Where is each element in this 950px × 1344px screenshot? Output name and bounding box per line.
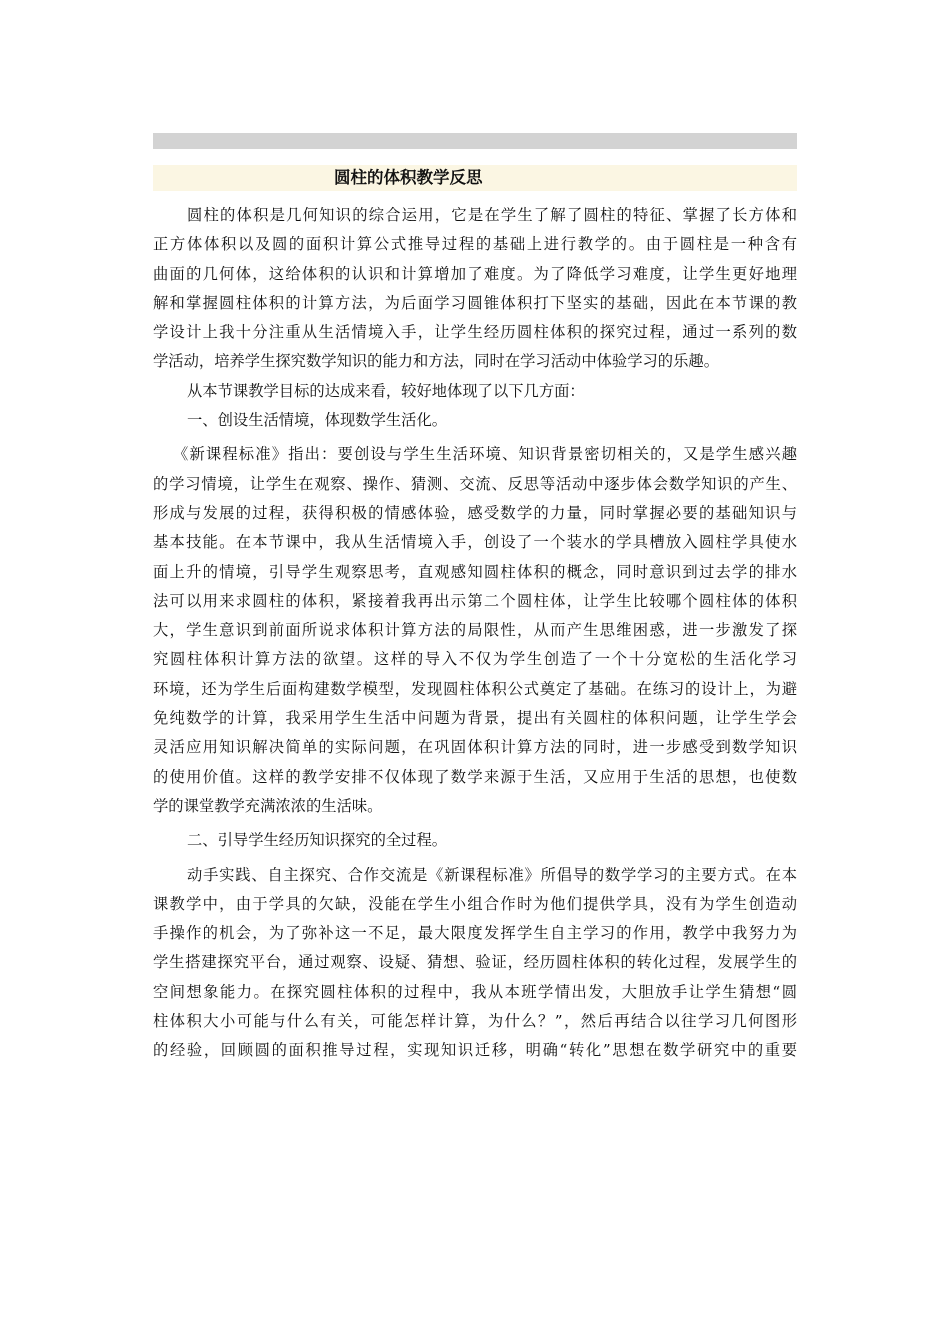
text-line: 《新课程标准》指出：要创设与学生生活环境、知识背景密切相关的，又是学生感兴趣: [173, 445, 797, 464]
text-line: 解和掌握圆柱体积的计算方法，为后面学习圆锥体积打下坚实的基础，因此在本节课的教: [153, 293, 797, 312]
text-line: 学生搭建探究平台，通过观察、设疑、猜想、验证，经历圆柱体积的转化过程，发展学生的: [153, 953, 797, 972]
text-line: 学的课堂教学充满浓浓的生活味。: [153, 796, 383, 815]
section-heading: 一、创设生活情境，体现数学生活化。: [187, 411, 448, 430]
text-line: 柱体积大小可能与什么有关，可能怎样计算，为什么？”，然后再结合以往学习几何图形: [153, 1012, 797, 1031]
text-line: 大，学生意识到前面所说求体积计算方法的局限性，从而产生思维困惑，进一步激发了探: [153, 621, 797, 640]
text-line: 究圆柱体积计算方法的欲望。这样的导入不仅为学生创造了一个十分宽松的生活化学习: [153, 650, 797, 669]
text-line: 曲面的几何体，这给体积的认识和计算增加了难度。为了降低学习难度，让学生更好地理: [153, 264, 797, 283]
text-line: 学设计上我十分注重从生活情境入手，让学生经历圆柱体积的探究过程，通过一系列的数: [153, 323, 797, 342]
text-line: 空间想象能力。在探究圆柱体积的过程中，我从本班学情出发，大胆放手让学生猜想“圆: [153, 982, 797, 1001]
text-line: 法可以用来求圆柱的体积，紧接着我再出示第二个圆柱体，让学生比较哪个圆柱体的体积: [153, 591, 797, 610]
section-heading: 二、引导学生经历知识探究的全过程。: [187, 831, 448, 850]
text-line: 免纯数学的计算，我采用学生生活中问题为背景，提出有关圆柱的体积问题，让学生学会: [153, 709, 797, 728]
text-line: 手操作的机会，为了弥补这一不足，最大限度发挥学生自主学习的作用，教学中我努力为: [153, 924, 797, 943]
document-title: 圆柱的体积教学反思: [334, 168, 483, 187]
text-line: 学活动，培养学生探究数学知识的能力和方法，同时在学习活动中体验学习的乐趣。: [153, 352, 719, 371]
text-line: 从本节课教学目标的达成来看，较好地体现了以下几方面：: [187, 381, 585, 400]
text-line: 的使用价值。这样的教学安排不仅体现了数学来源于生活，又应用于生活的思想，也使数: [153, 767, 797, 786]
text-line: 基本技能。在本节课中，我从生活情境入手，创设了一个装水的学具槽放入圆柱学具使水: [153, 533, 797, 552]
text-line: 圆柱的体积是几何知识的综合运用，它是在学生了解了圆柱的特征、掌握了长方体和: [187, 206, 797, 224]
text-line: 灵活应用知识解决简单的实际问题，在巩固体积计算方法的同时，进一步感受到数学知识: [153, 738, 797, 757]
text-line: 的经验，回顾圆的面积推导过程，实现知识迁移，明确“转化”思想在数学研究中的重要: [153, 1041, 797, 1060]
document-body: [153, 201, 797, 1066]
text-line: 正方体体积以及圆的面积计算公式推导过程的基础上进行教学的。由于圆柱是一种含有: [153, 235, 797, 254]
text-line: 环境，还为学生后面构建数学模型，发现圆柱体积公式奠定了基础。在练习的设计上，为避: [153, 679, 797, 698]
text-line: 动手实践、自主探究、合作交流是《新课程标准》所倡导的数学学习的主要方式。在本: [187, 865, 797, 884]
top-divider-bar: [153, 133, 797, 149]
text-line: 形成与发展的过程，获得积极的情感体验，感受数学的力量，同时掌握必要的基础知识与: [153, 503, 797, 522]
text-line: 面上升的情境，引导学生观察思考，直观感知圆柱体积的概念，同时意识到过去学的排水: [153, 562, 797, 581]
text-line: 课教学中，由于学具的欠缺，没能在学生小组合作时为他们提供学具，没有为学生创造动: [153, 894, 797, 913]
text-line: 的学习情境，让学生在观察、操作、猜测、交流、反思等活动中逐步体会数学知识的产生、: [153, 474, 797, 493]
